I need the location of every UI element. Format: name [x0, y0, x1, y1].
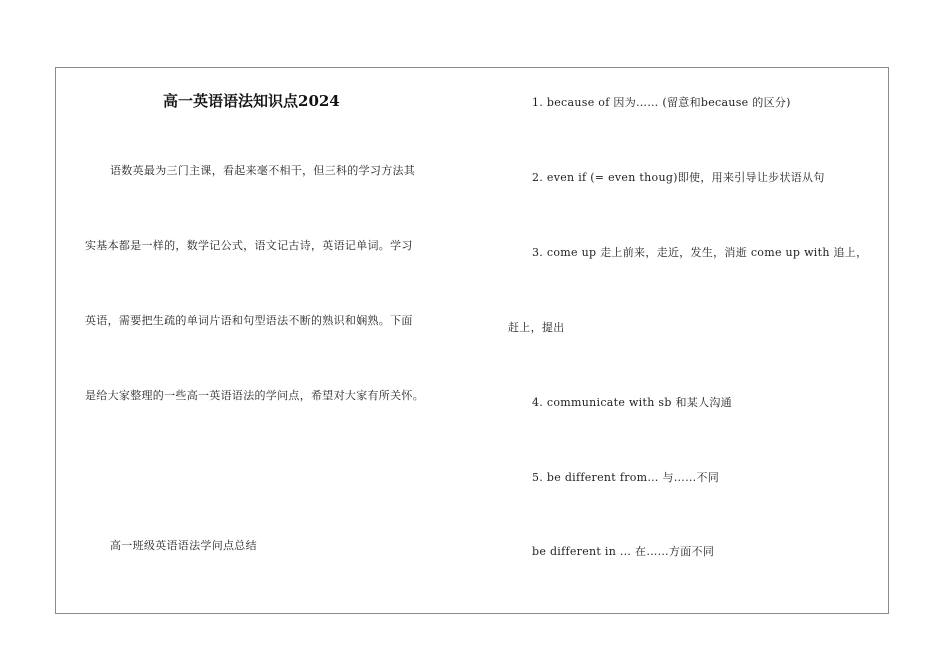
section-heading: 高一班级英语语法学问点总结 [110, 539, 257, 552]
intro-line-4: 是给大家整理的一些高一英语语法的学问点，希望对大家有所关怀。 [85, 389, 424, 402]
item-line-1: 1. because of 因为…… (留意和because 的区分) [532, 96, 791, 109]
item-line-4: 4. communicate with sb 和某人沟通 [532, 396, 732, 409]
document-title: 高一英语语法知识点2024 [163, 92, 340, 110]
item-line-5b: be different in … 在……方面不同 [532, 545, 715, 558]
intro-line-3: 英语，需要把生疏的单词片语和句型语法不断的熟识和娴熟。下面 [85, 314, 413, 327]
item-line-3-continued: 赶上，提出 [508, 321, 565, 334]
item-line-3: 3. come up 走上前来，走近，发生，消逝 come up with 追上， [532, 246, 868, 259]
item-line-5: 5. be different from… 与……不同 [532, 471, 719, 484]
page-frame [55, 67, 889, 614]
item-line-2: 2. even if (= even thoug)即使，用来引导让步状语从句 [532, 171, 825, 184]
intro-line-2: 实基本都是一样的，数学记公式，语文记古诗，英语记单词。学习 [85, 239, 413, 252]
intro-line-1: 语数英最为三门主课，看起来毫不相干，但三科的学习方法其 [110, 164, 416, 177]
